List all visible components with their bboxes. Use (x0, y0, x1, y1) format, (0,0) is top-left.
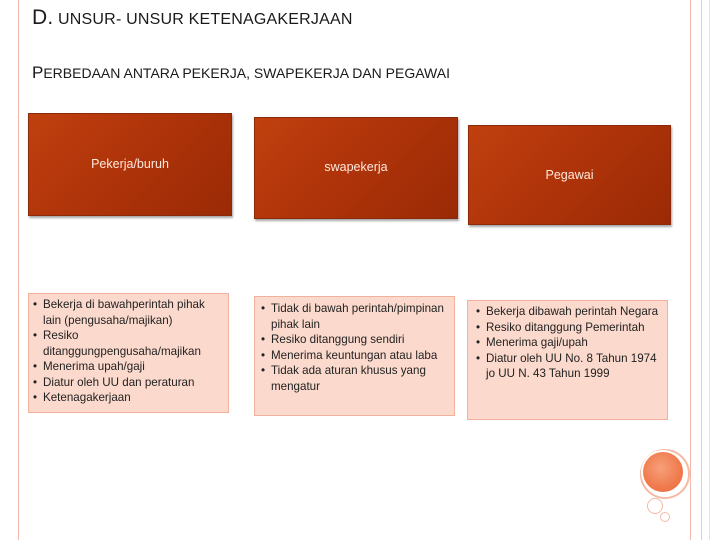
right-frame-border (690, 0, 720, 540)
subtitle-initial: P (32, 63, 44, 82)
list-item: • Menerima keuntungan atau laba (261, 348, 446, 364)
list-item: • Tidak di bawah perintah/pimpinan pihak lain (261, 301, 446, 332)
left-frame-border (0, 0, 19, 540)
decorative-small-circle (660, 512, 670, 522)
list-item: • Menerima gaji/upah (476, 335, 661, 351)
list-item: • Ketenagakerjaan (33, 390, 222, 406)
header-label: Pegawai (545, 168, 594, 182)
list-item: • Diatur oleh UU dan peraturan (33, 375, 222, 391)
bullet-list (33, 297, 222, 406)
list-item: • Resiko ditanggung Pemerintah (476, 320, 661, 336)
content-box-swapekerja (254, 296, 455, 416)
slide-subtitle (32, 63, 450, 83)
header-box-swapekerja (254, 117, 458, 219)
header-label: Pekerja/buruh (91, 157, 169, 171)
list-item: • Tidak ada aturan khusus yang mengatur (261, 363, 446, 394)
title-text: UNSUR- UNSUR KETENAGAKERJAAN (53, 11, 353, 28)
decorative-small-circle (647, 498, 663, 514)
list-item: • Bekerja dibawah perintah Negara (476, 304, 661, 320)
subtitle-text: ERBEDAAN ANTARA PEKERJA, SWAPEKERJA DAN PEGAWAI (43, 65, 450, 81)
header-box-pegawai (468, 125, 671, 225)
bullet-list (476, 304, 661, 382)
list-item: • Resiko ditanggung sendiri (261, 332, 446, 348)
content-box-pegawai (467, 300, 668, 420)
frame-line (709, 0, 710, 540)
header-box-pekerja (28, 113, 232, 216)
list-item: • Diatur oleh UU No. 8 Tahun 1974 jo UU N. 43 Tahun 1999 (476, 351, 661, 382)
frame-line (701, 0, 702, 540)
header-label: swapekerja (324, 160, 388, 174)
content-box-pekerja (28, 293, 229, 413)
list-item: • Resiko ditanggungpengusaha/majikan (33, 328, 222, 359)
decorative-circle (641, 450, 685, 494)
list-item: • Bekerja di bawahperintah pihak lain (pengusaha/majikan) (33, 297, 222, 328)
slide-title (32, 6, 353, 30)
list-item: • Menerima upah/gaji (33, 359, 222, 375)
bullet-list (261, 301, 446, 394)
title-initial: D. (32, 6, 54, 29)
